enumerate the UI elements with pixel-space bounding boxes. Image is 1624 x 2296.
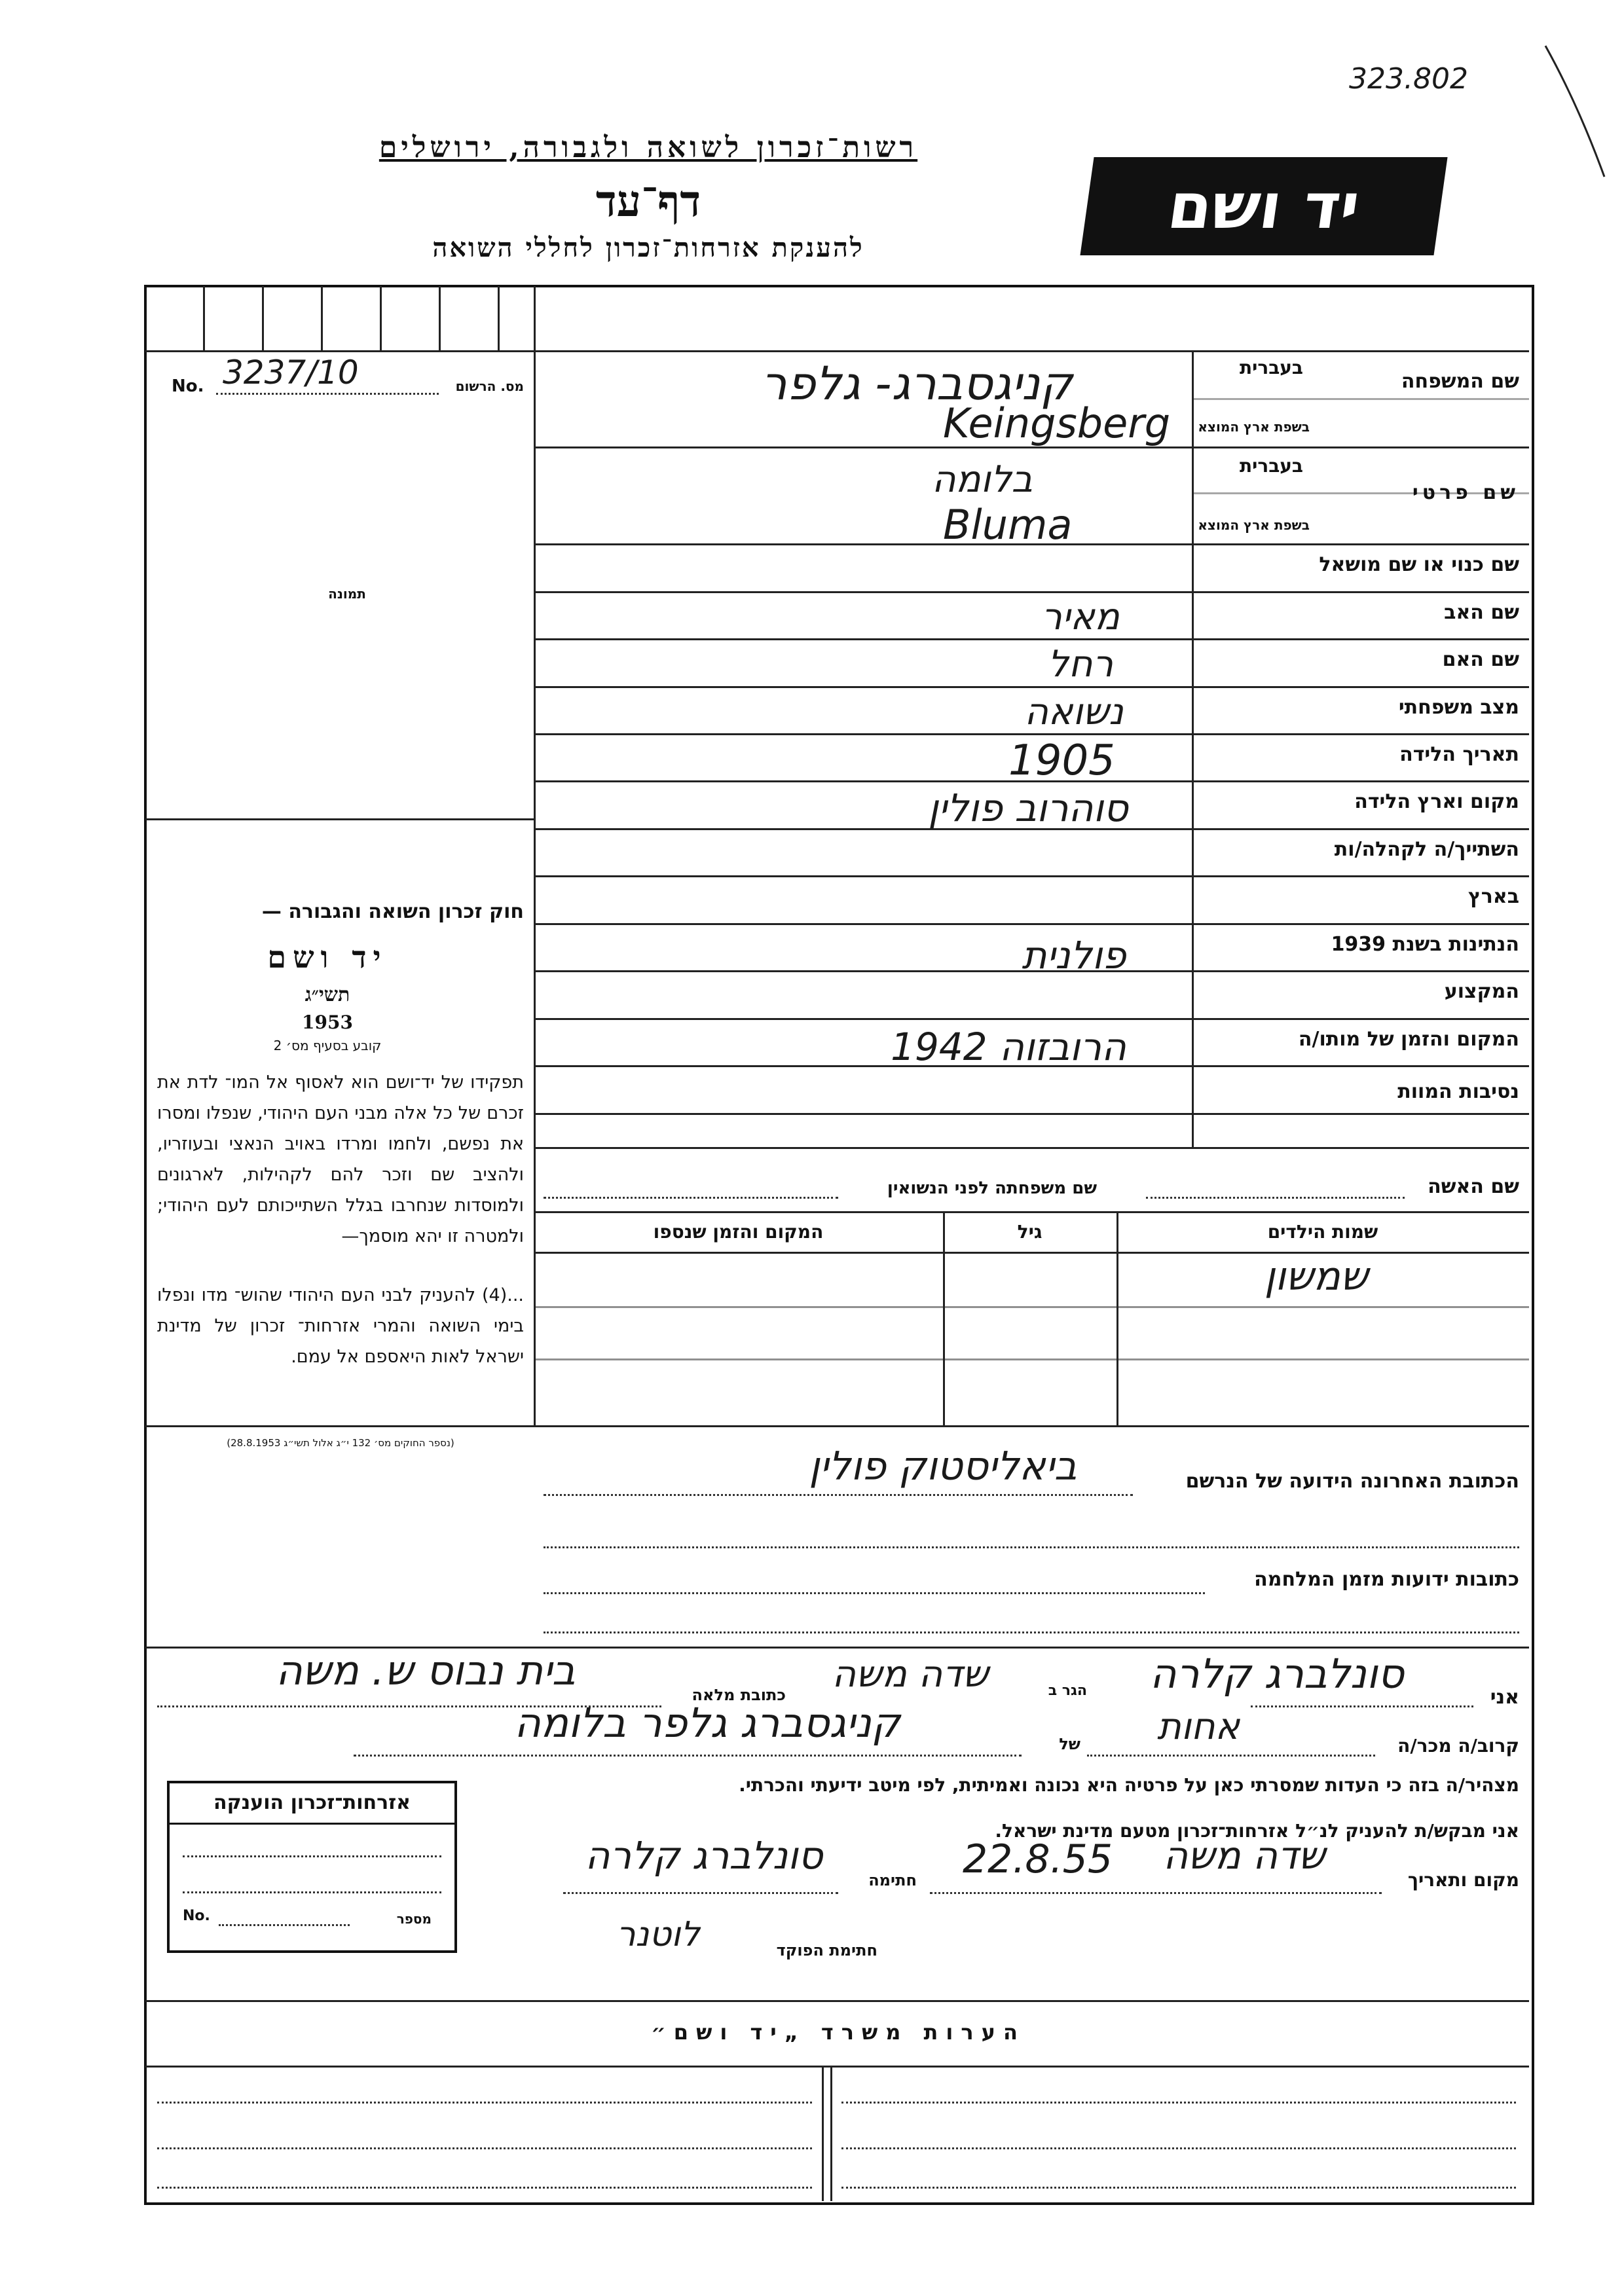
place-date-label: מקום ותאריך xyxy=(1407,1869,1519,1891)
war-address-line xyxy=(544,1565,1205,1594)
declarant-name-value: סונלברג קלרה xyxy=(1149,1650,1404,1698)
signature-label: חתימה xyxy=(868,1871,917,1889)
marital-label: מצב משפחתי xyxy=(1398,696,1519,719)
of-label: של xyxy=(1059,1735,1080,1753)
stamp-box-number-line xyxy=(219,1924,350,1926)
stamp-box-line-1 xyxy=(183,1855,441,1857)
spouse-maiden-label: שם משפחתה לפני הנשואין xyxy=(887,1178,1098,1198)
law-year-heb: תשי״ג xyxy=(304,983,350,1006)
logo-text: יד ושם xyxy=(1163,170,1365,243)
father-label: שם האב xyxy=(1444,601,1519,624)
first-name-hebrew-value: בלומה xyxy=(931,458,1033,501)
community-label: השתייך/ה לקהלה/ות xyxy=(1334,838,1519,861)
last-address-label: הכתובת האחרונה הידועה של הנרשם xyxy=(1185,1470,1519,1493)
first-name-label: שם פרטי xyxy=(1412,481,1519,504)
officer-signature-label: חתימת הפוקד xyxy=(776,1941,877,1959)
stamp-box-no-label: No. xyxy=(183,1908,210,1924)
stamp-box-line-2 xyxy=(183,1891,441,1893)
family-name-label: שם המשפחה xyxy=(1401,370,1519,393)
notes-line-right-1[interactable] xyxy=(841,2082,1516,2104)
stamp-box-number-label: מספר xyxy=(396,1911,432,1927)
relative-label: קרוב/ה מכר/ה xyxy=(1397,1735,1519,1757)
full-address-label: כתובת מלאה xyxy=(692,1686,786,1704)
marital-value: נשואה xyxy=(1024,691,1124,733)
resides-label: הגר ב xyxy=(1048,1683,1087,1699)
place-value: שדה משה xyxy=(1163,1833,1325,1878)
first-name-origin-tag: בשפת ארץ המוצא xyxy=(1198,517,1310,533)
notes-line-right-2[interactable] xyxy=(841,2128,1516,2149)
citizenship-stamp-box xyxy=(167,1781,457,1953)
last-address-value: ביאליסטוק פולין xyxy=(809,1444,1077,1489)
declaration-statement-1: מצהיר/ה בזה כי העדות שמסרתי כאן על פרטיה היא נכונה ואמיתית, לפי מיטב ידיעתי והכרתי. xyxy=(739,1774,1519,1796)
law-heading: חוק זכרון השואה והגבורה — xyxy=(261,900,524,923)
signature-value: סונלברג קלרה xyxy=(585,1833,823,1878)
address-line-4 xyxy=(544,1604,1519,1633)
birthdate-value: 1905 xyxy=(1008,737,1115,785)
law-clause: קובע בסעיף מס׳ 2 xyxy=(273,1038,382,1053)
war-address-label: כתובות ידועות מזמן המלחמה xyxy=(1254,1568,1519,1591)
family-name-latin-value: Keingsberg xyxy=(943,399,1171,447)
law-footnote: (נספר החוקים מס׳ 132 י״ג אלול תשי״ג 28.8.1953) xyxy=(227,1437,454,1449)
birthdate-label: תאריך הלידה xyxy=(1399,743,1519,766)
officer-signature-value: לוטנר xyxy=(616,1915,700,1954)
notes-label: הערות משרד „יד ושם״ xyxy=(651,2020,1025,2045)
country-label: בארץ xyxy=(1467,885,1519,908)
authority-title: רשות־זכרון לשואה ולגבורה, ירושלים xyxy=(378,131,918,164)
death-circumstances-label: נסיבות המוות xyxy=(1397,1080,1519,1103)
family-name-hebrew-value: קניגסברג- גלפר xyxy=(761,357,1073,410)
child-name-1: שמשון xyxy=(1264,1254,1369,1300)
birthplace-label: מקום וארץ הלידה xyxy=(1354,790,1519,813)
death-label: המקום והזמן של מותו/ה xyxy=(1298,1028,1519,1051)
first-name-hebrew-tag: בעברית xyxy=(1239,455,1303,477)
of-value: קניגסברג גלפר בלומה xyxy=(514,1699,900,1747)
spouse-label: שם האשה xyxy=(1428,1175,1519,1198)
notes-line-right-3[interactable] xyxy=(841,2167,1516,2189)
profession-label: המקצוע xyxy=(1444,980,1519,1003)
notes-line-left-2[interactable] xyxy=(157,2128,812,2149)
form-subtitle: להענקת אזרחות־זכרון לחללי השואה xyxy=(432,232,864,263)
father-value: מאיר xyxy=(1041,596,1120,638)
citizenship-value: פולנית xyxy=(1022,933,1126,977)
relative-value: אחות xyxy=(1156,1705,1240,1748)
children-place-header: המקום והזמן שנספו xyxy=(653,1221,824,1243)
notes-line-left-3[interactable] xyxy=(157,2167,812,2189)
law-name: יד ושם xyxy=(267,939,388,975)
declarant-i-label: אני xyxy=(1490,1686,1519,1709)
death-value: הרובזוה 1942 xyxy=(891,1025,1126,1069)
family-name-hebrew-tag: בעברית xyxy=(1239,357,1303,378)
children-age-header: גיל xyxy=(1017,1221,1043,1243)
family-name-origin-tag: בשפת ארץ המוצא xyxy=(1198,419,1310,435)
first-name-latin-value: Bluma xyxy=(943,501,1073,549)
resides-value: שדה משה xyxy=(832,1653,989,1696)
nickname-label: שם כנוי או שם מושאל xyxy=(1319,553,1519,576)
spouse-line xyxy=(1146,1172,1405,1199)
registration-no-label: No. xyxy=(172,376,204,396)
photo-label: תמונה xyxy=(328,586,366,602)
notes-line-left-1[interactable] xyxy=(157,2082,812,2104)
registration-label: מס. הרשום xyxy=(455,378,524,394)
law-year: 1953 xyxy=(302,1011,353,1033)
declaration-statement-2: אני מבקש/ת להעניק לנ״ל אזרחות־זכרון מטעם מדינת ישראל. xyxy=(995,1820,1519,1842)
spouse-maiden-line xyxy=(544,1172,838,1199)
children-names-header: שמות הילדים xyxy=(1267,1221,1378,1243)
citizenship-label: הנתינות בשנת 1939 xyxy=(1331,933,1519,956)
archive-number: 323.802 xyxy=(1349,62,1468,96)
law-paragraph-1: תפקידו של יד־ושם הוא לאסוף אל המו־ לדת את זכרם של כל אלה מבני העם היהודי, שנפלו ומסרו את נפשם, ולחמו ומרדו באויב הנאצי ובעוזריו, ולהציב שם וזכר להם לקהילות, לארגונים ולמוסדות שנחרבו בגלל השתייכותם לעם היהודי; ולמטרה זו יהא מוסמך— xyxy=(157,1072,524,1247)
yad-vashem-logo xyxy=(1080,157,1447,255)
registration-value: 3237/10 xyxy=(223,354,359,392)
date-value: 22.8.55 xyxy=(963,1836,1113,1882)
law-paragraph-2: ...(4) להעניק לבני העם היהודי שהוש־ מדו ונפלו בימי השואה והמרי אזרחות־ זכרון של מדינת ישראל לאות היאספם אל עמם. xyxy=(157,1285,524,1367)
mother-value: רחל xyxy=(1047,643,1114,685)
stamp-box-title: אזרחות־זכרון הוענקה xyxy=(170,1783,454,1825)
birthplace-value: סוהרוב פולין xyxy=(928,786,1128,830)
mother-label: שם האם xyxy=(1442,648,1519,671)
address-line-2 xyxy=(544,1519,1519,1548)
corner-mark xyxy=(1539,39,1611,183)
form-title: דף־עד xyxy=(595,175,701,227)
full-address-value: בית נבוס ש. משה xyxy=(276,1647,576,1694)
